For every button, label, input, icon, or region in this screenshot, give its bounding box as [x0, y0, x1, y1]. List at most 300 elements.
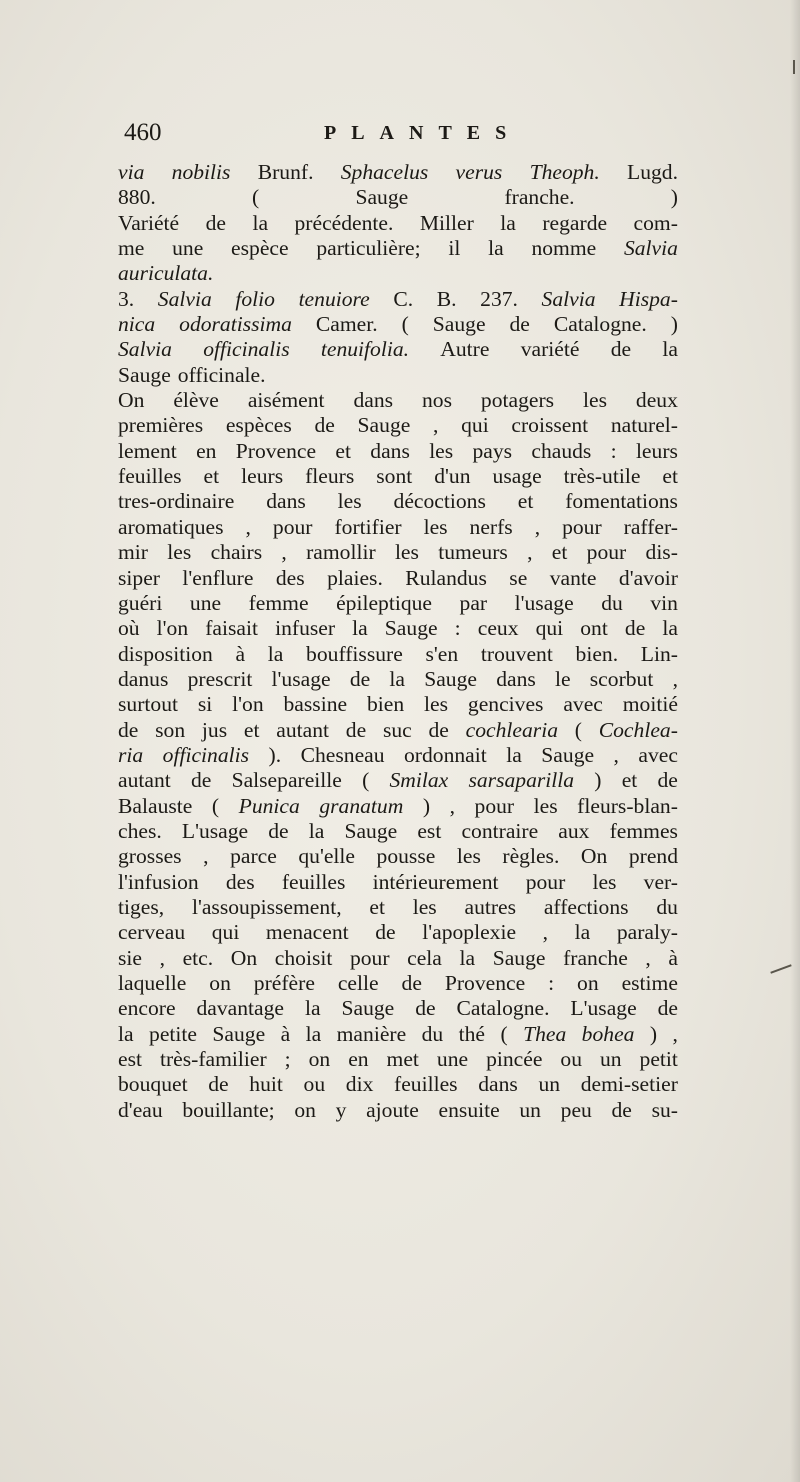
word: choisit — [274, 945, 333, 970]
word: On — [118, 388, 145, 413]
word: gencives — [467, 692, 544, 717]
text-line — [118, 768, 678, 793]
word: mir — [118, 540, 148, 565]
text-line — [118, 591, 678, 616]
word: Brunf. — [257, 160, 314, 184]
word: bien — [366, 692, 405, 717]
word: ; — [284, 1047, 291, 1072]
word: la — [352, 616, 368, 641]
word: ) — [670, 185, 678, 210]
text-line — [118, 667, 678, 692]
word: cerveau — [118, 920, 186, 945]
text-line — [118, 895, 678, 920]
word: de — [415, 996, 436, 1021]
word: ) — [422, 793, 431, 818]
word: l'infusion — [118, 869, 199, 894]
word: ceux — [477, 616, 519, 641]
text-line — [118, 920, 678, 945]
word: L'usage — [570, 996, 637, 1021]
word: de — [268, 818, 289, 843]
word: les — [337, 489, 362, 514]
word: du — [421, 1021, 444, 1046]
word: Sauge — [355, 185, 409, 210]
word: , — [672, 1021, 678, 1046]
italic-word: bohea — [581, 1021, 635, 1046]
word: espèce — [231, 236, 289, 261]
word: leurs — [635, 438, 678, 463]
word: Provence — [235, 438, 317, 463]
word: feuilles — [281, 869, 346, 894]
word: Sauge — [424, 666, 477, 691]
italic-word: Thea — [523, 1021, 567, 1046]
word: , — [159, 945, 165, 970]
word: il — [448, 236, 461, 261]
word: dans — [370, 438, 410, 463]
word: potagers — [480, 388, 555, 413]
text-line — [118, 692, 678, 717]
word: ( — [252, 185, 260, 210]
word: et — [243, 717, 260, 742]
word: qui — [461, 413, 489, 438]
word: ordonnait — [404, 742, 487, 767]
text-line — [118, 185, 678, 210]
text-line — [118, 540, 678, 565]
word: Sauge — [341, 996, 395, 1021]
word: à — [280, 1021, 291, 1046]
word: ches. — [118, 818, 162, 843]
word: pour — [562, 514, 602, 539]
word: ramollir — [306, 540, 376, 565]
word: et — [369, 894, 385, 919]
text-line — [118, 312, 678, 337]
word: dans — [353, 388, 394, 413]
word: très-familier — [159, 1047, 267, 1072]
word: dans — [266, 489, 306, 514]
word: la — [574, 920, 591, 945]
word: ( — [401, 312, 409, 337]
word: disposition — [118, 641, 213, 666]
word: pour — [349, 945, 390, 970]
word: la — [459, 945, 476, 970]
word: ( — [362, 768, 370, 793]
italic-word: Salvia — [623, 236, 678, 261]
word: usage — [492, 464, 542, 489]
word: feuilles — [394, 1072, 458, 1097]
italic-word: Smilax — [389, 768, 449, 793]
word: la — [267, 641, 284, 666]
text-line — [118, 287, 678, 312]
word: préfère — [253, 971, 315, 995]
italic-word: Theoph. — [529, 160, 600, 184]
word: l'on — [156, 616, 189, 641]
word: la — [506, 742, 522, 767]
word: demi-setier — [580, 1072, 678, 1097]
word: les — [429, 438, 454, 463]
word: fomentations — [565, 489, 678, 514]
word: les — [533, 793, 558, 818]
word: regarde — [542, 210, 608, 235]
word: nomme — [531, 236, 597, 261]
word: la — [118, 1021, 134, 1046]
word: pour — [474, 793, 515, 818]
text-line — [118, 1047, 678, 1072]
word: fortifier — [334, 514, 402, 539]
word: la — [662, 337, 678, 362]
word: tumeurs — [438, 540, 508, 565]
word: Sauge — [492, 945, 546, 970]
word: femme — [248, 590, 309, 615]
word: l'usage — [271, 666, 331, 691]
word: , — [281, 540, 287, 565]
word: officinale. — [177, 362, 266, 387]
word: on — [308, 1047, 331, 1072]
word: Rulandus — [405, 565, 487, 590]
italic-word: Cochlea- — [598, 717, 678, 742]
word: Miller — [419, 210, 474, 235]
italic-word: Salvia — [157, 286, 212, 311]
running-head: PLANTES — [324, 122, 522, 144]
word: un — [519, 1097, 541, 1122]
word: nerfs — [469, 514, 513, 539]
word: fleurs-blan- — [577, 793, 678, 818]
word: la — [308, 818, 325, 843]
word: 880. — [118, 185, 156, 210]
word: y — [335, 1097, 347, 1122]
word: Sauge — [344, 818, 398, 843]
word: naturel- — [610, 413, 678, 438]
text-line — [118, 996, 678, 1021]
word: pousse — [376, 844, 436, 869]
word: Sauge — [384, 616, 438, 641]
word: le — [554, 666, 571, 691]
word: faisait — [205, 616, 258, 641]
word: encore — [118, 996, 176, 1021]
word: épileptique — [336, 590, 433, 615]
word: ajoute — [366, 1097, 419, 1122]
word: ensuite — [438, 1097, 500, 1122]
word: raffer- — [623, 514, 678, 539]
word: : — [548, 971, 555, 995]
word: où — [118, 616, 140, 641]
word: de — [118, 717, 139, 742]
word: espèces — [225, 413, 292, 438]
word: intérieurement — [372, 869, 499, 894]
word: petit — [639, 1047, 678, 1072]
word: ) — [649, 1021, 658, 1046]
word: cela — [407, 945, 442, 970]
word: , — [672, 666, 678, 691]
word: aisément — [247, 388, 325, 413]
text-line — [118, 718, 678, 743]
word: trouvent — [480, 641, 553, 666]
italic-word: granatum — [319, 793, 404, 818]
word: prescrit — [187, 666, 253, 691]
text-line — [118, 261, 678, 286]
word: à — [668, 945, 678, 970]
word: vin — [650, 590, 678, 615]
text-line — [118, 413, 678, 438]
word: et — [621, 768, 638, 793]
word: franche — [563, 945, 628, 970]
word: , — [527, 540, 533, 565]
word: Sauge — [212, 1021, 266, 1046]
word: suc — [382, 717, 412, 742]
word: un — [538, 1072, 561, 1097]
text-line — [118, 794, 678, 819]
word: croissent — [511, 413, 589, 438]
text-line — [118, 1072, 678, 1097]
word: une — [189, 590, 222, 615]
word: com- — [633, 210, 678, 235]
word: est — [118, 1047, 142, 1072]
word: affections — [543, 894, 629, 919]
word: avec — [638, 742, 678, 767]
word: nos — [422, 388, 452, 413]
italic-word: odoratissima — [179, 312, 292, 337]
text-line — [118, 819, 678, 844]
word: d'eau — [118, 1097, 163, 1122]
word: celle — [337, 971, 379, 995]
word: On — [580, 844, 608, 869]
word: su- — [651, 1097, 678, 1122]
italic-word: tenuifolia. — [320, 337, 410, 362]
word: la — [252, 210, 269, 235]
word: dis- — [645, 540, 678, 565]
italic-word: folio — [235, 286, 275, 311]
word: de — [657, 768, 678, 793]
word: ( — [211, 793, 220, 818]
word: , — [645, 945, 651, 970]
text-line — [118, 337, 678, 362]
word: si — [197, 692, 213, 717]
word: , — [449, 793, 455, 818]
word: pour — [586, 540, 627, 565]
word: qu'elle — [298, 844, 355, 869]
word: est — [417, 818, 442, 843]
text-line — [118, 515, 678, 540]
word: moitié — [622, 692, 678, 717]
word: des — [275, 565, 305, 590]
word: , — [245, 514, 251, 539]
word: petite — [149, 1021, 197, 1046]
word: dans — [496, 666, 536, 691]
word: Chesneau — [300, 742, 385, 767]
word: contraire — [461, 818, 539, 843]
word: infuser — [275, 616, 336, 641]
word: prend — [628, 844, 678, 869]
word: du — [656, 894, 678, 919]
word: manière — [336, 1021, 407, 1046]
word: la — [304, 996, 321, 1021]
word: B. — [436, 286, 457, 311]
word: jus — [201, 717, 228, 742]
word: ont — [580, 616, 608, 641]
word: les — [583, 388, 607, 413]
word: aux — [558, 818, 590, 843]
italic-word: Salvia — [541, 286, 596, 311]
word: de — [624, 616, 646, 641]
text-line — [118, 870, 678, 895]
word: huit — [249, 1072, 283, 1097]
word: Sauge — [118, 362, 171, 387]
word: sont — [376, 464, 413, 489]
word: en — [348, 1047, 369, 1072]
word: Provence — [444, 971, 526, 995]
word: ( — [500, 1021, 508, 1046]
italic-word: officinalis — [162, 742, 250, 767]
word: surtout — [118, 692, 178, 717]
word: fleurs — [305, 464, 355, 489]
word: Camer. — [315, 312, 378, 337]
word: chauds — [531, 438, 592, 463]
word: on — [577, 971, 599, 995]
italic-word: ria — [118, 742, 144, 767]
italic-word: tenuiore — [298, 286, 370, 311]
word: estime — [621, 971, 678, 995]
italic-word: officinalis — [203, 337, 290, 362]
text-line — [118, 946, 678, 971]
word: , — [613, 742, 619, 767]
word: de — [345, 717, 367, 742]
word: qui — [535, 616, 564, 641]
word: aromatiques — [118, 514, 224, 539]
word: précédente. — [294, 210, 394, 235]
italic-word: Sphacelus — [340, 160, 429, 184]
word: l'assoupissement, — [191, 894, 342, 919]
word: l'usage — [514, 590, 574, 615]
word: met — [386, 1047, 419, 1072]
word: et — [662, 464, 678, 489]
word: vante — [549, 565, 597, 590]
word: de — [349, 666, 371, 691]
text-line — [118, 160, 678, 185]
word: des — [225, 869, 255, 894]
word: dix — [345, 1072, 374, 1097]
word: les — [424, 692, 449, 717]
word: par — [459, 590, 488, 615]
word: davantage — [196, 996, 285, 1021]
text-line — [118, 1022, 678, 1047]
body-text — [118, 160, 678, 1123]
word: autant — [118, 768, 171, 793]
word: C. — [393, 286, 414, 311]
italic-word: Hispa- — [619, 286, 678, 311]
word: thé — [458, 1021, 486, 1046]
text-line — [118, 464, 678, 489]
word: en — [196, 438, 217, 463]
word: plaies. — [327, 565, 383, 590]
word: variété — [520, 337, 580, 362]
word: menacent — [265, 920, 349, 945]
word: de — [205, 210, 226, 235]
word: ou — [303, 1072, 326, 1097]
word: les — [167, 540, 192, 565]
word: paraly- — [616, 920, 678, 945]
text-line — [118, 743, 678, 768]
italic-word: verus — [455, 160, 503, 184]
word: On — [230, 945, 258, 970]
word: bouquet — [118, 1072, 188, 1097]
word: pour — [272, 514, 313, 539]
word: Lugd. — [627, 160, 678, 184]
word: de — [314, 413, 335, 438]
italic-word: sarsaparilla — [468, 768, 575, 793]
word: son — [155, 717, 186, 742]
word: L'usage — [181, 818, 249, 843]
word: du — [601, 590, 623, 615]
word: scorbut — [589, 666, 654, 691]
word: guéri — [118, 590, 163, 615]
word: particulière; — [316, 236, 421, 261]
word: la — [305, 1021, 322, 1046]
word: l'enflure — [182, 565, 254, 590]
word: très-utile — [563, 464, 641, 489]
word: une — [436, 1047, 469, 1072]
word: bouillante; — [182, 1097, 275, 1122]
italic-word: cochlearia — [465, 717, 558, 742]
word: bouffissure — [306, 641, 403, 666]
word: ) — [670, 312, 678, 337]
word: ver- — [643, 869, 678, 894]
text-line — [118, 844, 678, 869]
word: ) — [594, 768, 602, 793]
word: et — [551, 540, 568, 565]
word: me — [118, 236, 145, 261]
italic-word: auriculata. — [118, 261, 214, 286]
word: un — [599, 1047, 622, 1072]
text-line — [118, 971, 678, 996]
word: premières — [118, 413, 204, 438]
word: se — [509, 565, 528, 590]
word: et — [335, 438, 351, 463]
word: la — [500, 210, 516, 235]
word: et — [203, 464, 220, 489]
word: Sauge — [432, 312, 486, 337]
word: de — [428, 717, 449, 742]
word: , — [203, 844, 209, 869]
word: Balauste — [118, 793, 193, 818]
word: 3. — [118, 286, 135, 311]
word: les — [412, 894, 437, 919]
word: bien. — [575, 641, 619, 666]
word: Sauge — [541, 742, 595, 767]
word: chairs — [210, 540, 263, 565]
word: : — [454, 616, 461, 641]
italic-word: Punica — [238, 793, 300, 818]
word: avec — [563, 692, 603, 717]
word: sie — [118, 945, 142, 970]
margin-mark — [793, 60, 795, 74]
word: de — [375, 920, 396, 945]
text-line — [118, 388, 678, 413]
word: les — [592, 869, 617, 894]
word: ou — [560, 1047, 582, 1072]
word: deux — [635, 388, 678, 413]
text-line — [118, 363, 678, 388]
page-header — [124, 118, 672, 154]
word: et — [517, 489, 534, 514]
italic-word: Salvia — [118, 337, 172, 362]
word: une — [172, 236, 204, 261]
word: peu — [560, 1097, 592, 1122]
word: règles. — [502, 844, 560, 869]
word: élève — [173, 388, 219, 413]
word: de — [208, 1072, 229, 1097]
text-line — [118, 642, 678, 667]
word: de — [657, 996, 678, 1021]
word: pincée — [486, 1047, 543, 1072]
word: pays — [472, 438, 513, 463]
